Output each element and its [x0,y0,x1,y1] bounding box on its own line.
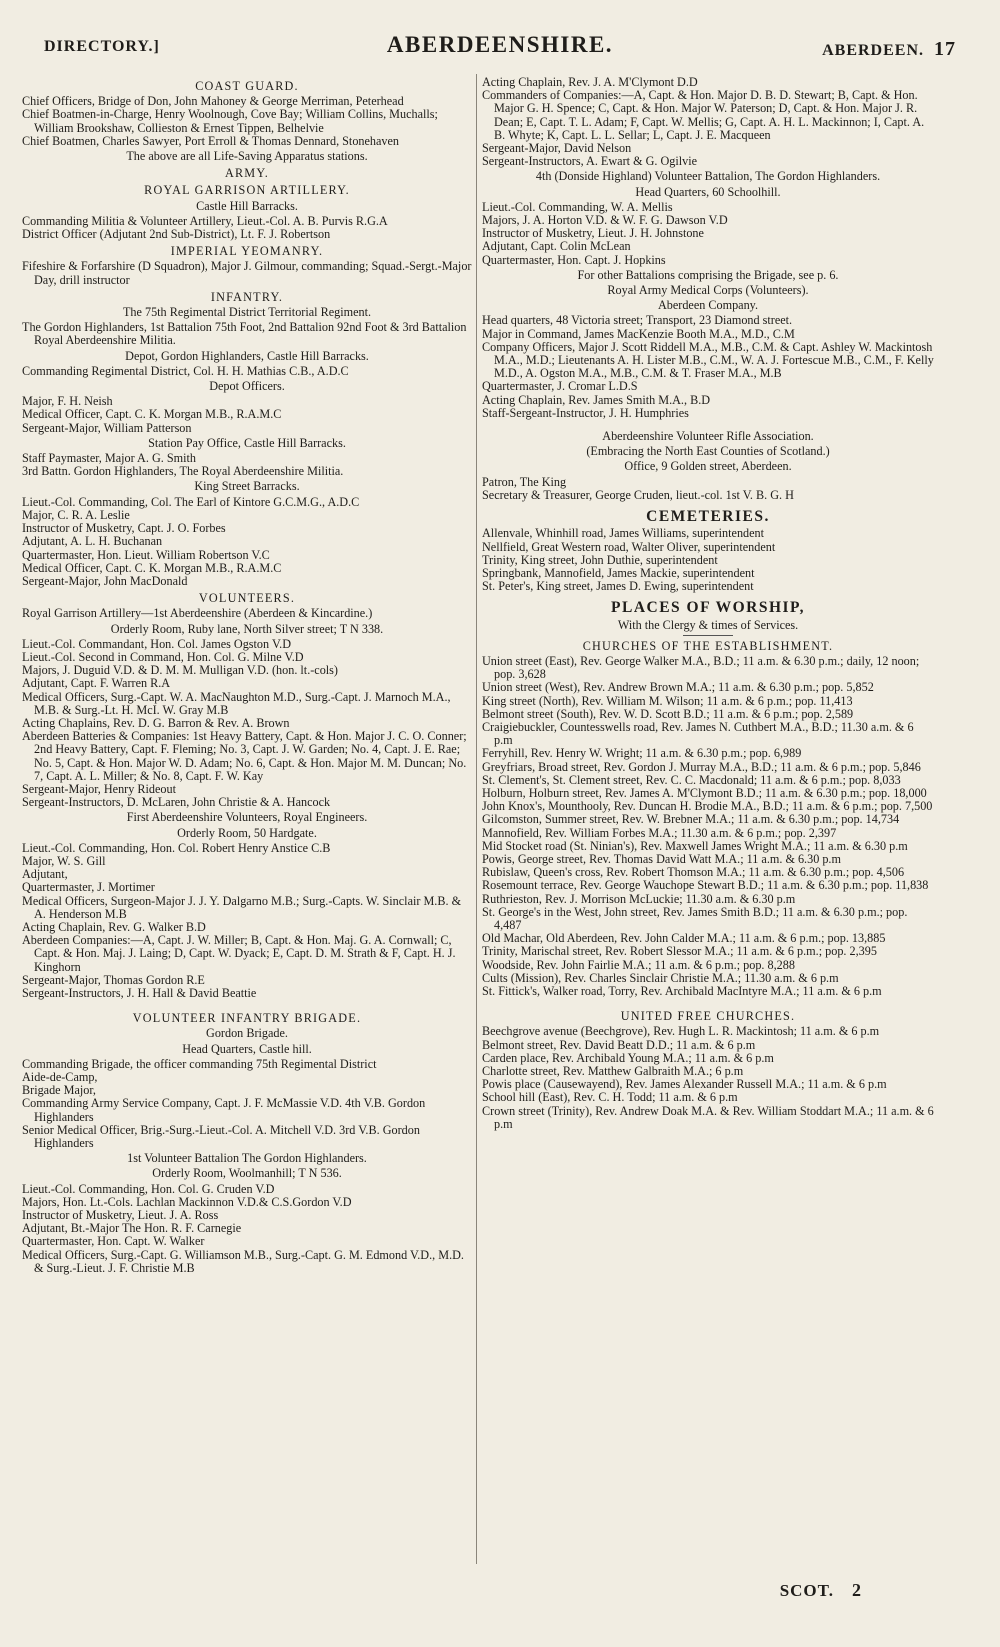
directory-entry: Adjutant, Capt. Colin McLean [482,239,631,254]
directory-entry: Major, F. H. Neish [22,394,113,409]
directory-entry: Lieut.-Col. Commandant, Hon. Col. James Ogston V.D [22,636,292,651]
directory-entry: Nellfield, Great Western road, Walter Oliver, superintendent [482,539,776,554]
subheading: King Street Barracks. [194,479,300,494]
directory-entry: Medical Officers, Surg.-Capt. G. Williamson M.B., Surg.-Capt. G. M. Edmond V.D., M.D. & Surg.-Lieut. J. F. Christie M.B [22,1247,464,1275]
directory-entry: Acting Chaplain, Rev. G. Walker B.D [22,919,206,934]
directory-entry: Carden place, Rev. Archibald Young M.A.; 11 a.m. & 6 p.m [482,1050,774,1065]
directory-entry: Quartermaster, Hon. Lieut. William Robertson V.C [22,547,270,562]
directory-entry: Old Machar, Old Aberdeen, Rev. John Calder M.A.; 11 a.m. & 6 p.m.; pop. 13,885 [482,931,886,946]
directory-entry: Royal Garrison Artillery—1st Aberdeenshire (Aberdeen & Kincardine.) [22,606,373,621]
subheading: Gordon Brigade. [206,1026,288,1041]
directory-entry: Mannofield, Rev. William Forbes M.A.; 11.30 a.m. & 6 p.m.; pop. 2,397 [482,825,837,840]
directory-entry: Fifeshire & Forfarshire (D Squadron), Major J. Gilmour, commanding; Squad.-Sergt.-Major Day, drill instructor [22,259,472,287]
directory-entry: Majors, Hon. Lt.-Cols. Lachlan Mackinnon V.D.& C.S.Gordon V.D [22,1194,352,1209]
subheading: Office, 9 Golden street, Aberdeen. [624,459,792,474]
section-heading: VOLUNTEERS. [198,591,296,606]
directory-entry: Medical Officers, Surgeon-Major J. J. Y. Dalgarno M.B.; Surg.-Capts. W. Sinclair M.B. & A. Henderson M.B [22,893,462,921]
spacer [22,1000,472,1008]
directory-entry: Adjutant, [22,867,68,882]
directory-entry: Powis, George street, Rev. Thomas David Watt M.A.; 11 a.m. & 6.30 p.m [482,851,841,866]
section-heading: COAST GUARD. [195,79,299,93]
directory-entry: Sergeant-Major, William Patterson [22,420,192,435]
spacer [482,998,934,1006]
directory-entry: Lieut.-Col. Commanding, Hon. Col. G. Cruden V.D [22,1181,275,1196]
directory-entry: Quartermaster, J. Cromar L.D.S [482,379,638,394]
major-heading: CEMETERIES. [646,508,770,526]
subheading: Orderly Room, Ruby lane, North Silver street; T N 338. [110,621,384,636]
directory-entry: Major, W. S. Gill [22,853,106,868]
subheading: Station Pay Office, Castle Hill Barracks. [148,435,346,450]
directory-entry: Beechgrove avenue (Beechgrove), Rev. Hugh L. R. Mackintosh; 11 a.m. & 6 p.m [482,1024,880,1039]
page-header [40,30,960,70]
directory-entry: Springbank, Mannofield, James Mackie, superintendent [482,565,755,580]
directory-entry: Crown street (Trinity), Rev. Andrew Doak M.A. & Rev. William Stoddart M.A.; 11 a.m. & 6 p.m [482,1103,934,1131]
directory-entry: Commanding Regimental District, Col. H. H. Mathias C.B., A.D.C [22,363,349,378]
column-divider [476,74,477,1564]
directory-entry: Greyfriars, Broad street, Rev. Gordon J. Murray M.A., B.D.; 11 a.m. & 6 p.m.; pop. 5,846 [482,759,921,774]
directory-entry: Commanding Militia & Volunteer Artillery, Lieut.-Col. A. B. Purvis R.G.A [22,213,388,228]
directory-entry: Acting Chaplain, Rev. James Smith M.A., B.D [482,392,711,407]
directory-entry: Union street (East), Rev. George Walker M.A., B.D.; 11 a.m. & 6.30 p.m.; daily, 12 noon; pop. 3,628 [482,653,920,682]
directory-entry: Staff Paymaster, Major A. G. Smith [22,451,196,466]
directory-entry: Majors, J. Duguid V.D. & D. M. M. Mulligan V.D. (hon. lt.-cols) [22,663,338,678]
directory-entry: District Officer (Adjutant 2nd Sub-District), Lt. F. J. Robertson [22,227,331,242]
directory-entry: Medical Officers, Surg.-Capt. W. A. MacNaughton M.D., Surg.-Capt. J. Marnoch M.A., M.B. & Surg.-Lt. H. McI. W. Gray M.B [22,689,451,717]
subheading: Castle Hill Barracks. [196,198,298,213]
directory-entry: St. Clement's, St. Clement street, Rev. C. C. Macdonald; 11 a.m. & 6 p.m.; pop. 8,033 [482,772,901,787]
directory-entry: The Gordon Highlanders, 1st Battalion 75th Foot, 2nd Battalion 92nd Foot & 3rd Battalion Royal Aberdeenshire Militia. [22,320,467,348]
left-column [22,76,472,1566]
directory-entry: Lieut.-Col. Commanding, W. A. Mellis [482,199,673,214]
directory-entry: Trinity, Marischal street, Rev. Robert Slessor M.A.; 11 a.m. & 6 p.m.; pop. 2,395 [482,944,877,959]
directory-entry: Adjutant, Capt. F. Warren R.A [22,676,171,691]
page-number: 17 [934,38,956,60]
directory-entry: Lieut.-Col. Commanding, Col. The Earl of Kintore G.C.M.G., A.D.C [22,494,360,509]
subheading: Head Quarters, 60 Schoolhill. [635,184,781,199]
directory-entry: Chief Boatmen, Charles Sawyer, Port Erroll & Thomas Dennard, Stonehaven [22,133,400,148]
directory-entry: Adjutant, Bt.-Major The Hon. R. F. Carnegie [22,1221,242,1236]
directory-entry: Medical Officer, Capt. C. K. Morgan M.B., R.A.M.C [22,407,282,422]
directory-entry: Chief Officers, Bridge of Don, John Mahoney & George Merriman, Peterhead [22,94,404,109]
directory-entry: Patron, The King [482,474,567,489]
directory-entry: Ruthrieston, Rev. J. Morrison McLuckie; 11.30 a.m. & 6.30 p.m [482,891,796,906]
directory-entry: Commanders of Companies:—A, Capt. & Hon. Major D. B. D. Stewart; B, Capt. & Hon. Major G. H. Spence; C, Capt. & Hon. Major W. Paterson; D, Capt. & Hon. Major J. R. Dean; E, Capt. T. L. Adam; F, Capt. W. Mellis; G, Capt. A. H. L. Mackinnon; I, Capt. A. B. Whyte; K, Capt. L. L. Sellar; L, Capt. J. E. Macqueen [482,88,925,142]
directory-entry: Brigade Major, [22,1083,96,1098]
directory-entry: Major, C. R. A. Leslie [22,507,130,522]
section-heading: IMPERIAL YEOMANRY. [170,244,324,259]
directory-entry: Rubislaw, Queen's cross, Rev. Robert Thomson M.A.; 11 a.m. & 6.30 p.m.; pop. 4,506 [482,865,905,880]
directory-entry: Allenvale, Whinhill road, James Williams, superintendent [482,526,765,541]
section-heading: VOLUNTEER INFANTRY BRIGADE. [132,1011,362,1026]
directory-entry: Majors, J. A. Horton V.D. & W. F. G. Dawson V.D [482,213,728,228]
subheading: For other Battalions comprising the Brigade, see p. 6. [577,267,839,282]
subheading: With the Clergy & times of Services. [617,617,799,632]
directory-entry: Head quarters, 48 Victoria street; Transport, 23 Diamond street. [482,313,793,328]
section-heading: UNITED FREE CHURCHES. [620,1009,796,1024]
subheading: The above are all Life-Saving Apparatus stations. [126,149,368,164]
major-heading: PLACES OF WORSHIP, [611,599,805,617]
directory-entry: Sergeant-Instructors, A. Ewart & G. Ogilvie [482,154,698,169]
footer-signature-number: 2 [852,1580,862,1600]
header-section-label: DIRECTORY.] [44,38,160,55]
directory-entry: King street (North), Rev. William M. Wilson; 11 a.m. & 6 p.m.; pop. 11,413 [482,693,853,708]
footer-signature-label: SCOT. [779,1581,834,1600]
subheading: Depot, Gordon Highlanders, Castle Hill Barracks. [125,348,369,363]
directory-entry: Trinity, King street, John Duthie, superintendent [482,552,718,567]
directory-entry: Aberdeen Batteries & Companies: 1st Heavy Battery, Capt. & Hon. Major J. C. O. Conner; 2nd Heavy Battery, Capt. F. Fleming; No. 3, Capt. J. W. Garden; No. 4, Capt. J. E. Rae; No. 5, Capt. & Hon. Major W. D. Adam; No. 6, Capt. & Hon. Major M. M. Duncan; No. 7, Capt. A. L. Miller; & No. 8, Capt. F. W. Kay [22,729,467,783]
section-heading: CHURCHES OF THE ESTABLISHMENT. [582,638,834,653]
right-column [482,76,934,1566]
directory-entry: Major in Command, James MacKenzie Booth M.A., M.D., C.M [482,326,795,341]
directory-entry: Sergeant-Major, David Nelson [482,141,632,156]
subheading: Depot Officers. [209,379,285,394]
section-heading: ROYAL GARRISON ARTILLERY. [144,183,350,198]
directory-entry: Cults (Mission), Rev. Charles Sinclair Christie M.A.; 11.30 a.m. & 6 p.m [482,970,839,985]
directory-entry: Secretary & Treasurer, George Cruden, lieut.-col. 1st V. B. G. H [482,487,794,502]
divider-rule [683,635,733,636]
section-heading: ARMY. [224,166,270,181]
directory-entry: Sergeant-Major, Henry Rideout [22,781,176,796]
directory-entry: School hill (East), Rev. C. H. Todd; 11 a.m. & 6 p.m [482,1090,738,1105]
directory-entry: St. Peter's, King street, James D. Ewing, superintendent [482,579,754,594]
subheading: First Aberdeenshire Volunteers, Royal Engineers. [126,810,368,825]
directory-entry: Quartermaster, J. Mortimer [22,880,155,895]
directory-entry: Chief Boatmen-in-Charge, Henry Woolnough, Cove Bay; William Collins, Muchalls; William Brookshaw, Collieston & Ernest Tippen, Belhelvie [22,107,438,135]
directory-entry: St. Fittick's, Walker road, Torry, Rev. Archibald MacIntyre M.A.; 11 a.m. & 6 p.m [482,984,882,998]
directory-entry: Sergeant-Major, John MacDonald [22,573,188,588]
directory-entry: Sergeant-Instructors, D. McLaren, John Christie & A. Hancock [22,795,331,810]
directory-entry: Ferryhill, Rev. Henry W. Wright; 11 a.m. & 6.30 p.m.; pop. 6,989 [482,746,802,761]
directory-entry: Sergeant-Instructors, J. H. Hall & David Beattie [22,986,257,1000]
directory-entry: Union street (West), Rev. Andrew Brown M.A.; 11 a.m. & 6.30 p.m.; pop. 5,852 [482,680,874,695]
page-footer [780,1580,862,1601]
spacer [482,420,934,428]
directory-entry: Charlotte street, Rev. Matthew Galbraith M.A.; 6 p.m [482,1064,744,1079]
directory-entry: Craigiebuckler, Countesswells road, Rev. James N. Cuthbert M.A., B.D.; 11.30 a.m. & 6 p.m [482,719,914,748]
directory-entry: John Knox's, Mounthooly, Rev. Duncan H. Brodie M.A., B.D.; 11 a.m. & 6 p.m.; pop. 7,500 [482,799,933,814]
section-heading: INFANTRY. [210,289,284,304]
directory-entry: Commanding Brigade, the officer commanding 75th Regimental District [22,1056,377,1071]
directory-entry: Gilcomston, Summer street, Rev. W. Brebner M.A.; 11 a.m. & 6.30 p.m.; pop. 14,734 [482,812,900,827]
header-town-label: ABERDEEN. [822,42,924,59]
directory-entry: Quartermaster, Hon. Capt. J. Hopkins [482,252,666,267]
directory-entry: Belmont street, Rev. David Beatt D.D.; 11 a.m. & 6 p.m [482,1037,756,1052]
directory-entry: Belmont street (South), Rev. W. D. Scott B.D.; 11 a.m. & 6 p.m.; pop. 2,589 [482,706,854,721]
directory-entry: Instructor of Musketry, Lieut. J. A. Ross [22,1208,219,1223]
subheading: Orderly Room, Woolmanhill; T N 536. [152,1166,342,1181]
directory-entry: Aide-de-Camp, [22,1070,98,1085]
subheading: 1st Volunteer Battalion The Gordon Highlanders. [127,1151,367,1166]
directory-entry: Quartermaster, Hon. Capt. W. Walker [22,1234,205,1249]
directory-entry: Instructor of Musketry, Lieut. J. H. Johnstone [482,226,704,241]
subheading: The 75th Regimental District Territorial Regiment. [122,305,372,320]
directory-entry: Aberdeen Companies:—A, Capt. J. W. Miller; B, Capt. & Hon. Maj. G. A. Cornwall; C, Capt. & Hon. Maj. J. Laing; D, Capt. W. Dyack; E, Capt. D. M. Strath & F, Capt. H. J. Kinghorn [22,933,456,974]
header-town [822,38,956,61]
directory-entry: Acting Chaplain, Rev. J. A. M'Clymont D.D [482,76,698,89]
directory-entry: Lieut.-Col. Second in Command, Hon. Col. G. Milne V.D [22,649,304,664]
directory-entry: Instructor of Musketry, Capt. J. O. Forbes [22,521,226,536]
directory-entry: Adjutant, A. L. H. Buchanan [22,534,163,549]
directory-entry: Staff-Sergeant-Instructor, J. H. Humphries [482,405,689,420]
directory-entry: Company Officers, Major J. Scott Riddell M.A., M.B., C.M. & Capt. Ashley W. Mackintosh M.A., M.D.; Lieutenants A. H. Lister M.B., C.M., W. A. J. Fortescue M.B., C.M., F. Kelly M.D., A. Ogston M.A., M.B., C.M. & T. Fraser M.A., M.B [482,339,934,381]
subheading: Aberdeenshire Volunteer Rifle Association. [602,429,814,444]
directory-entry: Lieut.-Col. Commanding, Hon. Col. Robert Henry Anstice C.B [22,840,331,855]
directory-entry: 3rd Battn. Gordon Highlanders, The Royal Aberdeenshire Militia. [22,464,344,479]
subheading: Head Quarters, Castle hill. [182,1041,312,1056]
header-county-title: ABERDEENSHIRE. [386,32,614,57]
subheading: (Embracing the North East Counties of Scotland.) [586,444,830,459]
subheading: 4th (Donside Highland) Volunteer Battalion, The Gordon Highlanders. [535,169,881,184]
directory-entry: Senior Medical Officer, Brig.-Surg.-Lieut.-Col. A. Mitchell V.D. 3rd V.B. Gordon Highlanders [22,1122,420,1151]
directory-entry: Acting Chaplains, Rev. D. G. Barron & Rev. A. Brown [22,715,290,730]
subheading: Aberdeen Company. [657,298,759,313]
directory-entry: St. George's in the West, John street, Rev. James Smith B.D.; 11 a.m. & 6.30 p.m.; pop. 4,487 [482,904,908,932]
directory-entry: Mid Stocket road (St. Ninian's), Rev. Maxwell James Wright M.A.; 11 a.m. & 6.30 p.m [482,838,908,853]
directory-entry: Woodside, Rev. John Fairlie M.A.; 11 a.m. & 6 p.m.; pop. 8,288 [482,957,795,972]
directory-entry: Rosemount terrace, Rev. George Wauchope Stewart B.D.; 11 a.m. & 6.30 p.m.; pop. 11,838 [482,878,929,893]
subheading: Royal Army Medical Corps (Volunteers). [607,283,809,298]
subheading: Orderly Room, 50 Hardgate. [177,825,317,840]
directory-entry: Medical Officer, Capt. C. K. Morgan M.B., R.A.M.C [22,560,282,575]
directory-entry: Holburn, Holburn street, Rev. James A. M'Clymont B.D.; 11 a.m. & 6.30 p.m.; pop. 18,000 [482,785,927,800]
directory-entry: Sergeant-Major, Thomas Gordon R.E [22,972,205,987]
directory-entry: Powis place (Causewayend), Rev. James Alexander Russell M.A.; 11 a.m. & 6 p.m [482,1077,887,1092]
directory-entry: Commanding Army Service Company, Capt. J. F. McMassie V.D. 4th V.B. Gordon Highlanders [22,1096,426,1124]
